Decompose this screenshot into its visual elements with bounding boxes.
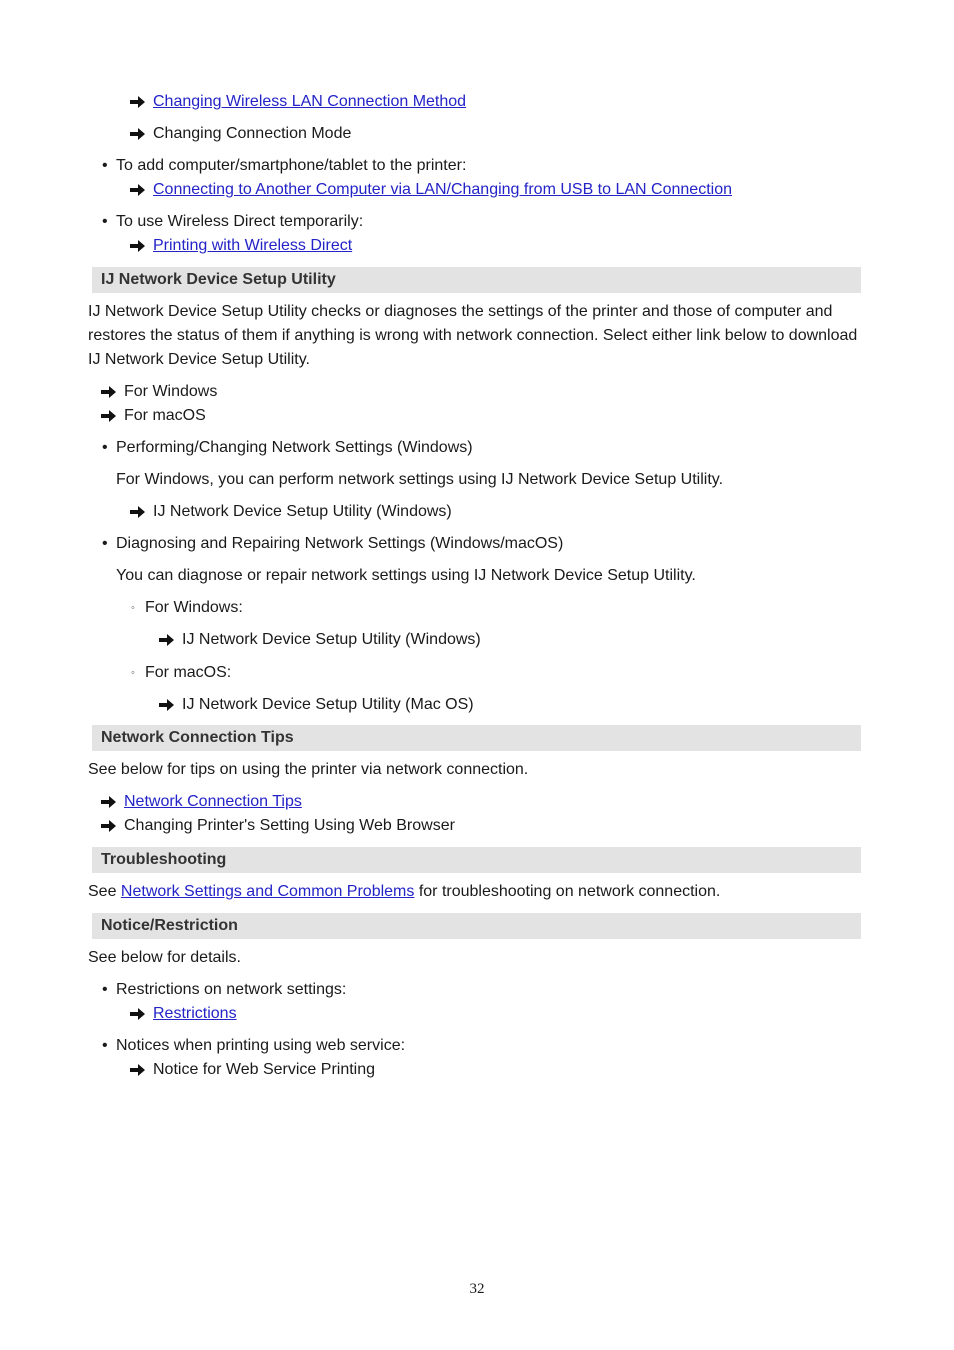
bullet: • [102,981,108,998]
link-connecting-another-computer[interactable]: Connecting to Another Computer via LAN/Changing from USB to LAN Connection [153,181,732,198]
perform-utility-windows: IJ Network Device Setup Utility (Windows) [153,503,452,520]
web-browser-setting: Changing Printer's Setting Using Web Browser [124,817,455,834]
arrow-right-icon [130,1008,145,1020]
arrow-right-icon [130,1064,145,1076]
arrow-right-icon [130,184,145,196]
trouble-text: See Network Settings and Common Problems for troubleshooting on network connection. [88,883,721,900]
arrow-right-icon [101,796,116,808]
arrow-right-icon [130,506,145,518]
bullet: • [102,535,108,552]
arrow-right-icon [159,699,174,711]
arrow-right-icon [159,634,174,646]
sub-bullet: ◦ [131,667,135,679]
link-printing-wireless-direct[interactable]: Printing with Wireless Direct [153,237,353,254]
restrict-label: Restrictions on network settings: [116,981,347,998]
changing-connection-mode: Changing Connection Mode [153,125,352,142]
diag-windows-label: For Windows: [145,599,243,616]
tips-text: See below for tips on using the printer via network connection. [88,761,529,778]
section-header-notice: Notice/Restriction [92,913,861,939]
diag-macos-label: For macOS: [145,664,232,681]
arrow-right-icon [101,820,116,832]
for-windows: For Windows [124,383,218,400]
page-number: 32 [469,1281,485,1297]
arrow-right-icon [130,240,145,252]
bullet: • [102,439,108,456]
ij-paragraph-line1: IJ Network Device Setup Utility checks or diagnoses the settings of the printer and those of computer and [88,303,833,320]
bullet: • [102,157,108,174]
ij-paragraph-line3: IJ Network Device Setup Utility. [88,351,310,368]
add-computer-label: To add computer/smartphone/tablet to the printer: [116,157,467,174]
web-service-label: Notices when printing using web service: [116,1037,406,1054]
section-header-ij-utility: IJ Network Device Setup Utility [92,267,861,293]
link-network-connection-tips[interactable]: Network Connection Tips [124,793,302,810]
wireless-direct-label: To use Wireless Direct temporarily: [116,213,364,230]
diag-utility-windows: IJ Network Device Setup Utility (Windows) [182,631,481,648]
diag-label: Diagnosing and Repairing Network Settings (Windows/macOS) [116,535,564,552]
for-macos: For macOS [124,407,206,424]
ij-paragraph-line2: restores the status of them if anything is wrong with network connection. Select either link below to download [88,327,858,344]
perform-label: Performing/Changing Network Settings (Windows) [116,439,473,456]
arrow-right-icon [101,386,116,398]
diag-utility-macos: IJ Network Device Setup Utility (Mac OS) [182,696,474,713]
link-network-settings-common-problems[interactable]: Network Settings and Common Problems [120,883,415,900]
perform-text: For Windows, you can perform network settings using IJ Network Device Setup Utility. [116,471,724,488]
arrow-right-icon [130,96,145,108]
web-service-notice: Notice for Web Service Printing [153,1061,376,1078]
notice-text: See below for details. [88,949,241,966]
sub-bullet: ◦ [131,602,135,614]
link-changing-wireless-lan[interactable]: Changing Wireless LAN Connection Method [153,93,467,110]
section-header-troubleshooting: Troubleshooting [92,847,861,873]
link-restrictions[interactable]: Restrictions [153,1005,237,1022]
bullet: • [102,1037,108,1054]
diag-text: You can diagnose or repair network settings using IJ Network Device Setup Utility. [116,567,696,584]
arrow-right-icon [101,410,116,422]
bullet: • [102,213,108,230]
arrow-right-icon [130,128,145,140]
section-header-tips: Network Connection Tips [92,725,861,751]
